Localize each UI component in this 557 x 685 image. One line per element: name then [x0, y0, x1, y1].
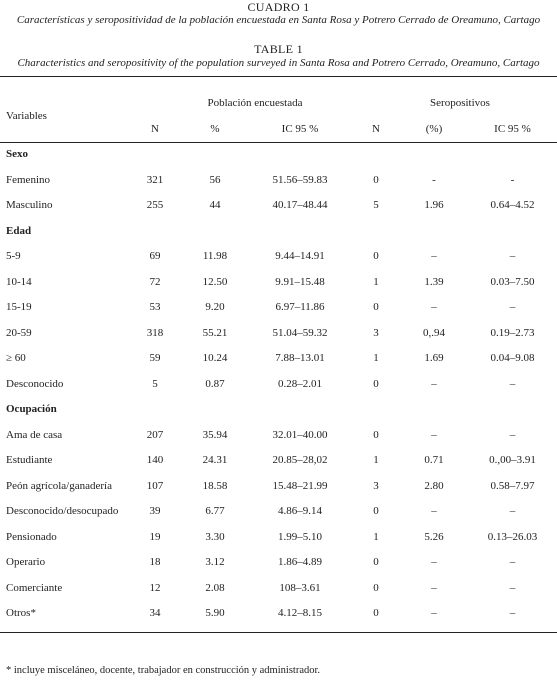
- cell-n-seropositive: 3: [373, 479, 379, 492]
- cell-pct-seropositive: –: [431, 428, 437, 441]
- cell-n-seropositive: 0: [373, 428, 379, 441]
- cell-variable: ≥ 60: [6, 352, 26, 364]
- cell-ic-seropositive: –: [509, 505, 516, 517]
- cell-n-seropositive: 0: [373, 301, 379, 313]
- cell-n-seropositive: 0: [373, 377, 379, 390]
- cell-n-seropositive: 0: [373, 250, 379, 262]
- cell-n-seropositive: 5: [373, 199, 379, 211]
- cell-ic: 1.86–4.89: [278, 556, 322, 568]
- cell-ic-seropositive: 0.64–4.52: [490, 199, 535, 211]
- cell-variable: Masculino: [6, 199, 53, 211]
- cell-variable: Pensionado: [6, 530, 57, 543]
- cell-pct: 2.08: [205, 581, 225, 594]
- cell-n: 107: [146, 479, 164, 492]
- cell-ic-seropositive: –: [509, 428, 516, 441]
- cell-pct: 3.12: [205, 556, 225, 568]
- header-ic-seropositive: IC 95 %: [494, 123, 531, 135]
- cell-n-seropositive: 3: [373, 326, 379, 339]
- section-title: Ocupación: [6, 403, 57, 415]
- section-title: Sexo: [6, 148, 28, 160]
- cell-ic: 9.91–15.48: [275, 275, 325, 288]
- cell-ic: 7.88–13.01: [275, 352, 325, 364]
- cell-n: 207: [146, 428, 164, 441]
- cell-pct: 10.24: [202, 352, 228, 364]
- cell-n: 39: [149, 505, 161, 517]
- cell-n-seropositive: 1: [373, 275, 379, 288]
- cell-ic: 108–3.61: [279, 581, 321, 594]
- header-n-seropositive: N: [372, 123, 380, 135]
- header-group-seropositive: Seropositivos: [430, 97, 490, 109]
- cell-n: 72: [149, 275, 161, 288]
- table-title-en: Characteristics and seropositivity of the population surveyed in Santa Rosa and Potrero Cerrado, Oreamuno, Cartago: [17, 57, 540, 69]
- cell-ic-seropositive: 0.19–2.73: [490, 326, 535, 339]
- cell-n-seropositive: 1: [373, 352, 379, 364]
- cell-pct: 0.87: [205, 377, 225, 390]
- cell-variable: 15-19: [6, 301, 32, 313]
- cell-ic-seropositive: –: [509, 556, 516, 568]
- cell-n: 34: [149, 607, 161, 619]
- cell-pct: 3.30: [205, 530, 225, 543]
- cell-pct: 6.77: [205, 505, 225, 517]
- cell-ic: 51.04–59.32: [272, 326, 328, 339]
- cell-n: 321: [146, 173, 164, 186]
- cell-pct: 18.58: [202, 479, 228, 492]
- header-group-population: Población encuestada: [207, 97, 303, 109]
- cell-ic: 0.28–2.01: [278, 377, 322, 390]
- cell-ic-seropositive: 0.58–7.97: [490, 479, 535, 492]
- cell-variable: Desconocido: [6, 377, 64, 390]
- cell-n: 140: [146, 454, 164, 466]
- cell-pct: 9.20: [205, 301, 225, 313]
- cell-pct-seropositive: –: [431, 301, 437, 313]
- cell-pct: 44: [209, 199, 221, 211]
- cell-ic: 40.17–48.44: [272, 199, 328, 211]
- cell-pct-seropositive: –: [431, 556, 437, 568]
- cell-ic: 1.99–5.10: [278, 530, 322, 543]
- cell-ic: 9.44–14.91: [275, 250, 325, 262]
- cell-variable: Otros*: [6, 607, 36, 619]
- cell-n: 12: [149, 581, 161, 594]
- cell-pct-seropositive: –: [431, 607, 437, 619]
- cell-ic: 4.86–9.14: [278, 505, 322, 517]
- cell-ic-seropositive: –: [509, 301, 516, 313]
- cell-pct-seropositive: 1.96: [424, 199, 444, 211]
- cell-pct-seropositive: 1.69: [424, 352, 444, 364]
- cell-ic-seropositive: 0.03–7.50: [490, 275, 535, 288]
- cell-n-seropositive: 0: [373, 505, 379, 517]
- cell-pct-seropositive: 5.26: [424, 530, 444, 543]
- cell-pct: 24.31: [202, 454, 228, 466]
- header-variables: Variables: [6, 110, 47, 122]
- cell-n: 255: [146, 199, 164, 211]
- cell-n-seropositive: 0: [373, 607, 379, 619]
- cell-pct-seropositive: -: [432, 173, 436, 186]
- cell-n: 69: [149, 250, 161, 262]
- cell-pct: 35.94: [202, 428, 228, 441]
- table-title-es: Características y seropositividad de la población encuestada en Santa Rosa y Potrero Cerrado de Oreamuno, Cartago: [16, 14, 541, 26]
- cell-ic-seropositive: 0.04–9.08: [490, 352, 535, 364]
- cell-variable: 5-9: [6, 250, 21, 262]
- cell-variable: Femenino: [6, 173, 50, 186]
- cell-ic: 6.97–11.86: [275, 301, 325, 313]
- cell-ic-seropositive: 0.13–26.03: [487, 530, 538, 543]
- cell-pct: 56: [209, 173, 221, 186]
- cell-variable: Ama de casa: [6, 428, 63, 441]
- cell-pct-seropositive: 0.71: [424, 454, 444, 466]
- cell-variable: Desconocido/desocupado: [6, 505, 119, 517]
- cell-pct: 11.98: [202, 250, 228, 262]
- table-label-en: TABLE 1: [254, 42, 303, 56]
- table-label-es: CUADRO 1: [247, 0, 310, 14]
- cell-pct-seropositive: –: [431, 377, 437, 390]
- cell-ic-seropositive: –: [509, 581, 516, 594]
- cell-n: 18: [149, 556, 161, 568]
- cell-ic: 32.01–40.00: [272, 428, 328, 441]
- header-ic-population: IC 95 %: [281, 123, 319, 135]
- cell-pct-seropositive: 1.39: [424, 275, 444, 288]
- cell-ic-seropositive: -: [510, 173, 515, 186]
- cell-ic-seropositive: –: [509, 250, 516, 262]
- cell-n: 318: [146, 326, 164, 339]
- cell-n-seropositive: 1: [373, 454, 379, 466]
- cell-n: 19: [149, 530, 161, 543]
- header-pct-population: %: [210, 123, 220, 135]
- cell-n-seropositive: 0: [373, 556, 379, 568]
- footnote: * incluye misceláneo, docente, trabajador en construcción y administrador.: [6, 665, 321, 676]
- cell-variable: Peón agrícola/ganadería: [6, 479, 112, 492]
- cell-variable: 10-14: [6, 275, 32, 288]
- cell-variable: 20-59: [6, 326, 32, 339]
- bottom-rule: [0, 632, 557, 633]
- cell-ic: 20.85–28,02: [272, 454, 328, 466]
- cell-n-seropositive: 0: [373, 581, 379, 594]
- cell-ic-seropositive: –: [509, 377, 516, 390]
- top-rule: [0, 76, 557, 77]
- cell-ic-seropositive: 0.,00–3.91: [489, 454, 536, 466]
- cell-n: 5: [152, 377, 158, 390]
- cell-variable: Comerciante: [6, 581, 63, 594]
- cell-ic-seropositive: –: [509, 607, 516, 619]
- cell-ic: 51.56–59.83: [272, 173, 328, 186]
- cell-pct-seropositive: –: [431, 505, 437, 517]
- header-rule: [0, 142, 557, 143]
- cell-n: 59: [149, 352, 161, 364]
- cell-ic: 4.12–8.15: [278, 607, 322, 619]
- header-pct-seropositive: (%): [425, 123, 443, 135]
- cell-n-seropositive: 0: [373, 173, 379, 186]
- cell-pct: 12.50: [202, 275, 228, 288]
- cell-pct: 55.21: [202, 326, 228, 339]
- cell-pct: 5.90: [205, 607, 225, 619]
- cell-variable: Estudiante: [6, 454, 53, 466]
- cell-n-seropositive: 1: [373, 530, 379, 543]
- cell-n: 53: [149, 301, 161, 313]
- cell-pct-seropositive: 2.80: [424, 479, 444, 492]
- cell-variable: Operario: [6, 556, 46, 568]
- cell-pct-seropositive: –: [431, 581, 437, 594]
- cell-ic: 15.48–21.99: [272, 479, 328, 492]
- header-n-population: N: [151, 123, 159, 135]
- section-title: Edad: [6, 224, 32, 237]
- cell-pct-seropositive: –: [431, 250, 437, 262]
- cell-pct-seropositive: 0,.94: [423, 326, 445, 339]
